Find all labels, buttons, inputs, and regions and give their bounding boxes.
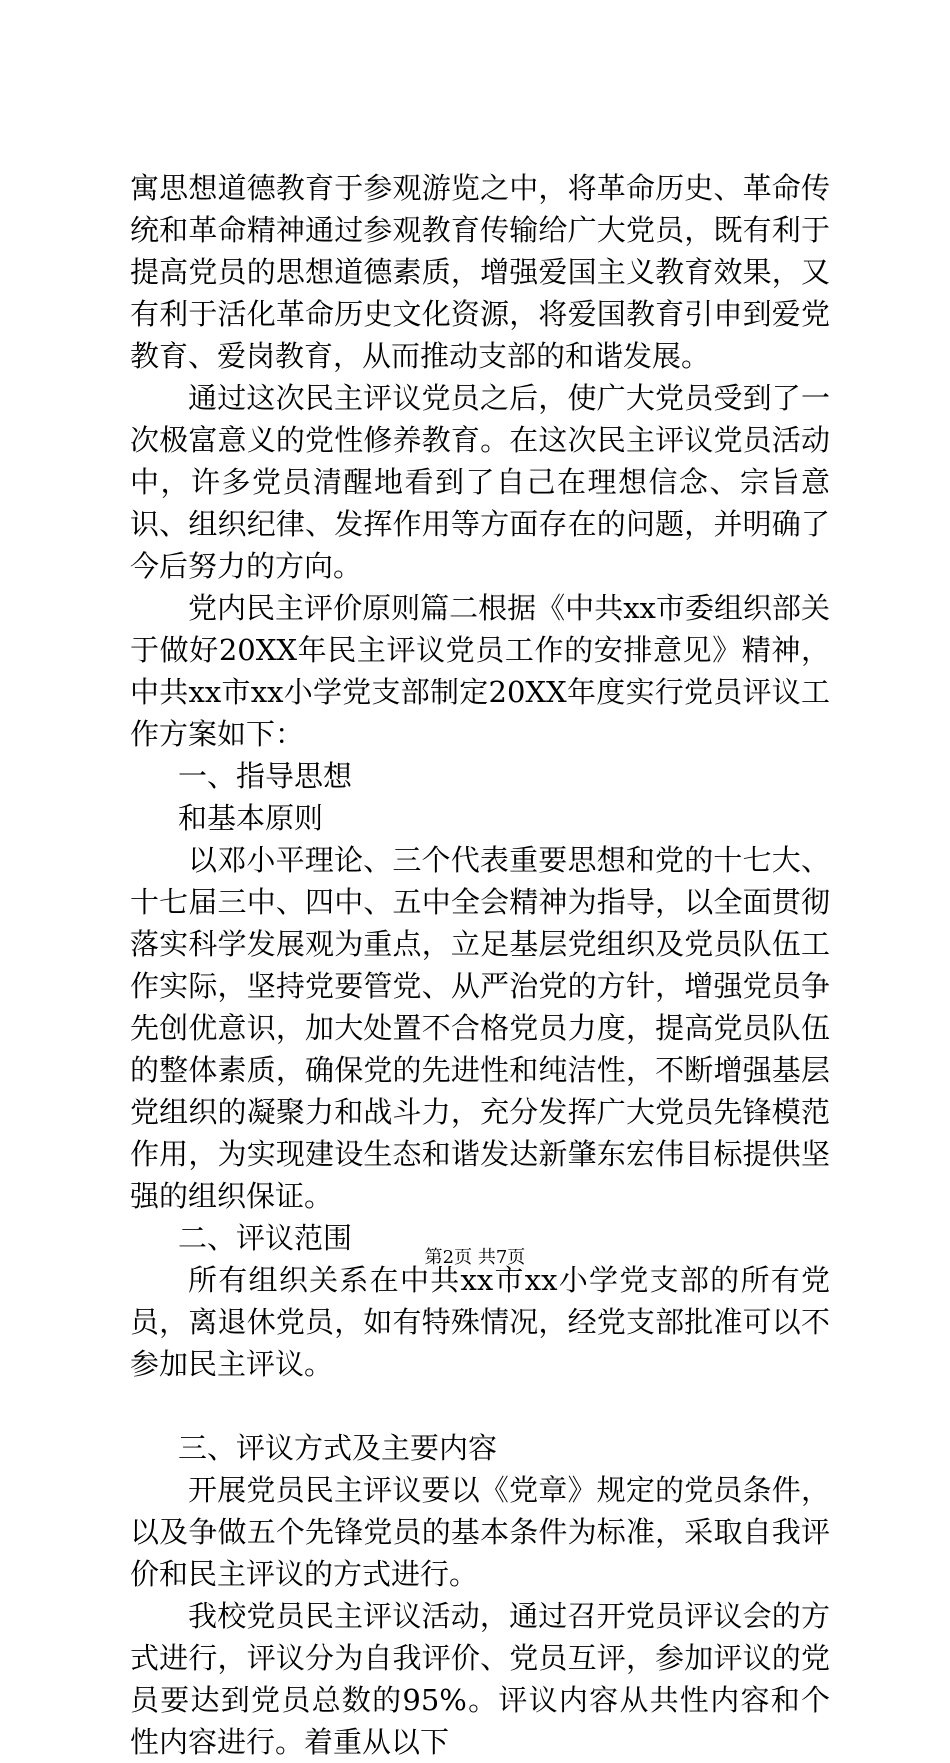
- section-heading-guiding-thought: 一、指导思想: [178, 759, 353, 793]
- paragraph-method: 开展党员民主评议要以《党章》规定的党员条件，以及争做五个先锋党员的基本条件为标准，采取自我评价和民主评议的方式进行。: [130, 1473, 830, 1591]
- blank-line: [130, 1385, 830, 1427]
- paragraph-guiding-principles: 以邓小平理论、三个代表重要思想和党的十七大、十七届三中、四中、五中全会精神为指导，以全面贯彻落实科学发展观为重点，立足基层党组织及党员队伍工作实际，坚持党要管党、从严治党的方针，增强党员争先创优意识，加大处置不合格党员力度，提高党员队伍的整体素质，确保党的先进性和纯洁性，不断增强基层党组织的凝聚力和战斗力，充分发挥广大党员先锋模范作用，为实现建设生态和谐发达新肇东宏伟目标提供坚强的组织保证。: [130, 843, 830, 1213]
- paragraph-plan-intro: 党内民主评价原则篇二根据《中共xx市委组织部关于做好20XX年民主评议党员工作的安排意见》精神，中共xx市xx小学党支部制定20XX年度实行党员评议工作方案如下：: [130, 591, 830, 751]
- section-heading-method: 三、评议方式及主要内容: [178, 1431, 498, 1465]
- page-number-footer: 第2页 共7页: [424, 1247, 526, 1268]
- paragraph-school-evaluation: 我校党员民主评议活动，通过召开党员评议会的方式进行，评议分为自我评价、党员互评，参加评议的党员要达到党员总数的95%。评议内容从共性内容和个性内容进行。着重从以下: [130, 1599, 830, 1759]
- paragraph-evaluation-result: 通过这次民主评议党员之后，使广大党员受到了一次极富意义的党性修养教育。在这次民主评议党员活动中，许多党员清醒地看到了自己在理想信念、宗旨意识、组织纪律、发挥作用等方面存在的问题，并明确了今后努力的方向。: [130, 381, 830, 583]
- paragraph-scope: 所有组织关系在中共xx市xx小学党支部的所有党员，离退休党员，如有特殊情况，经党支部批准可以不参加民主评议。: [130, 1263, 830, 1381]
- section-heading-scope: 二、评议范围: [178, 1221, 353, 1255]
- section-heading-basic-principles: 和基本原则: [178, 801, 324, 835]
- paragraph-intro: 寓思想道德教育于参观游览之中，将革命历史、革命传统和革命精神通过参观教育传输给广大党员，既有利于提高党员的思想道德素质，增强爱国主义教育效果，又有利于活化革命历史文化资源，将爱国教育引申到爱党教育、爱岗教育，从而推动支部的和谐发展。: [130, 171, 830, 373]
- document-body: [130, 167, 830, 1763]
